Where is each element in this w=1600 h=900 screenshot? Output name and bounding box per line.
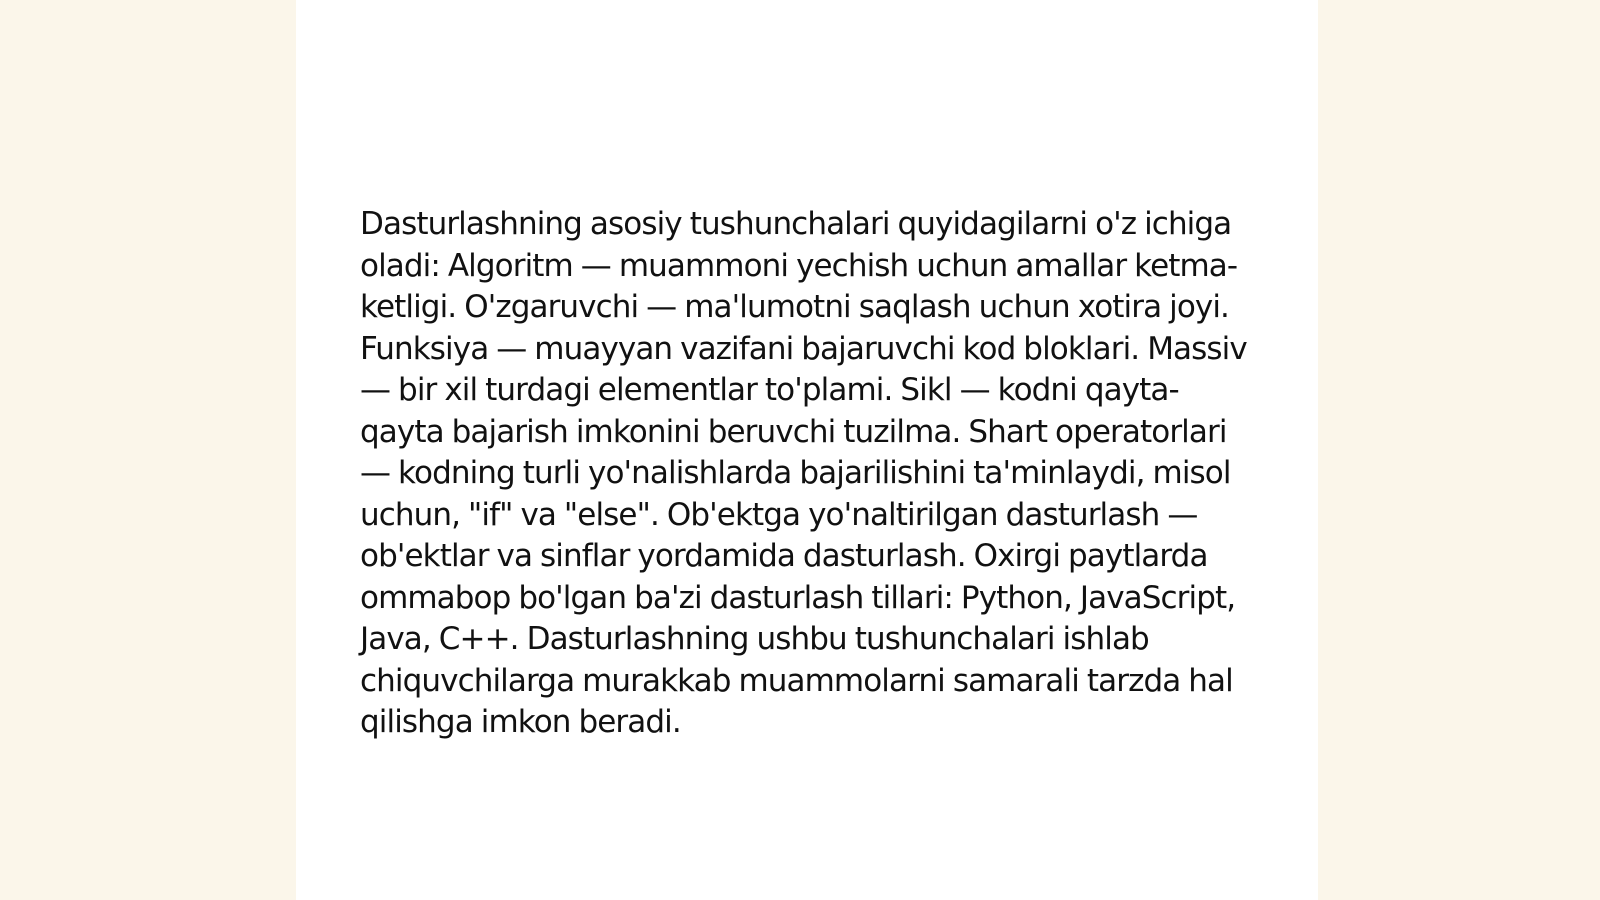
- body-paragraph: Dasturlashning asosiy tushunchalari quyidagilarni o'z ichiga oladi: Algoritm — muammoni yechish uchun amallar ketma-ketligi. O'zgaruvchi — ma'lumotni saqlash uchun xotira joyi. Funksiya — muayyan vazifani bajaruvchi kod bloklari. Massiv — bir xil turdagi elementlar to'plami. Sikl — kodni qayta-qayta bajarish imkonini beruvchi tuzilma. Shart operatorlari — kodning turli yo'nalishlarda bajarilishini ta'minlaydi, misol uchun, "if" va "else". Ob'ektga yo'naltirilgan dasturlash — ob'ektlar va sinflar yordamida dasturlash. Oxirgi paytlarda ommabop bo'lgan ba'zi dasturlash tillari: Python, JavaScript, Java, C++. Dasturlashning ushbu tushunchalari ishlab chiquvchilarga murakkab muammolarni samarali tarzda hal qilishga imkon beradi.: [360, 206, 1247, 740]
- document-page: [296, 0, 1318, 900]
